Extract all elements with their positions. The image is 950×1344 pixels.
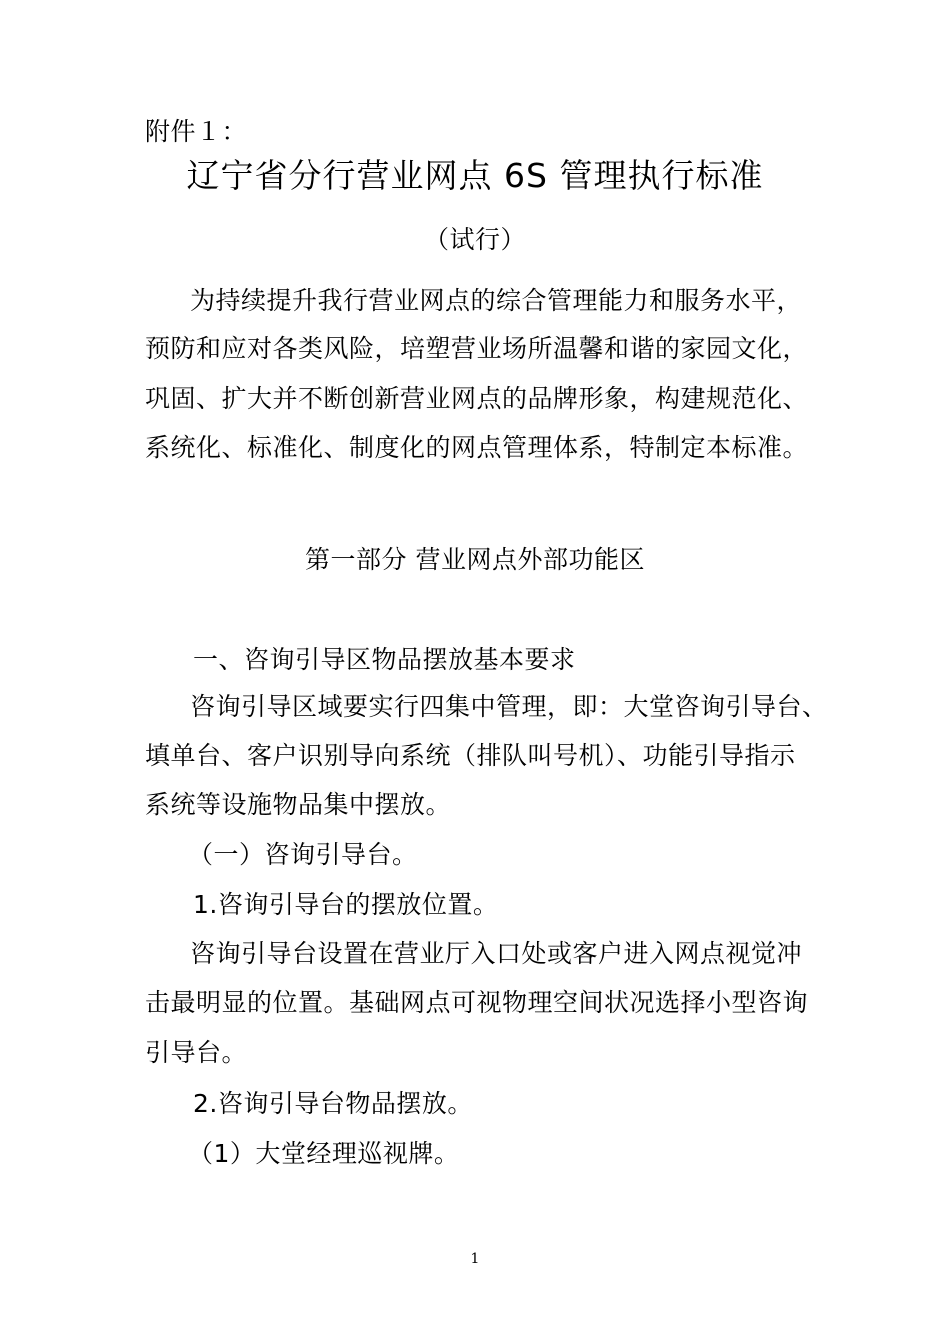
- attachment-label: 附件１：: [145, 117, 248, 146]
- item-two-heading: 2.咨询引导台物品摆放。: [193, 1089, 473, 1118]
- intro-line-1: 为持续提升我行营业网点的综合管理能力和服务水平，: [190, 286, 803, 315]
- part-heading: 第一部分 营业网点外部功能区: [305, 545, 645, 574]
- section-one-body-line-3: 系统等设施物品集中摆放。: [145, 790, 452, 819]
- document-title: 辽宁省分行营业网点 6S 管理执行标准: [186, 156, 764, 195]
- intro-line-3: 巩固、扩大并不断创新营业网点的品牌形象，构建规范化、: [145, 384, 809, 413]
- intro-line-4: 系统化、标准化、制度化的网点管理体系，特制定本标准。: [145, 433, 809, 462]
- item-one-body-line-3: 引导台。: [145, 1038, 248, 1067]
- section-one-body-line-1: 咨询引导区域要实行四集中管理，即：大堂咨询引导台、: [190, 692, 828, 721]
- page-number: 1: [470, 1251, 480, 1267]
- intro-line-2: 预防和应对各类风险，培塑营业场所温馨和谐的家园文化，: [145, 334, 809, 363]
- subsection-one-heading: （一）咨询引导台。: [188, 840, 418, 869]
- item-one-heading: 1.咨询引导台的摆放位置。: [193, 890, 499, 919]
- section-one-heading: 一、咨询引导区物品摆放基本要求: [193, 645, 576, 674]
- item-one-body-line-2: 击最明显的位置。基础网点可视物理空间状况选择小型咨询: [145, 988, 809, 1017]
- item-one-body-line-1: 咨询引导台设置在营业厅入口处或客户进入网点视觉冲: [190, 939, 803, 968]
- item-two-subitem: （1）大堂经理巡视牌。: [188, 1139, 460, 1168]
- section-one-body-line-2: 填单台、客户识别导向系统（排队叫号机）、功能引导指示: [145, 741, 796, 770]
- document-subtitle: （试行）: [423, 225, 526, 254]
